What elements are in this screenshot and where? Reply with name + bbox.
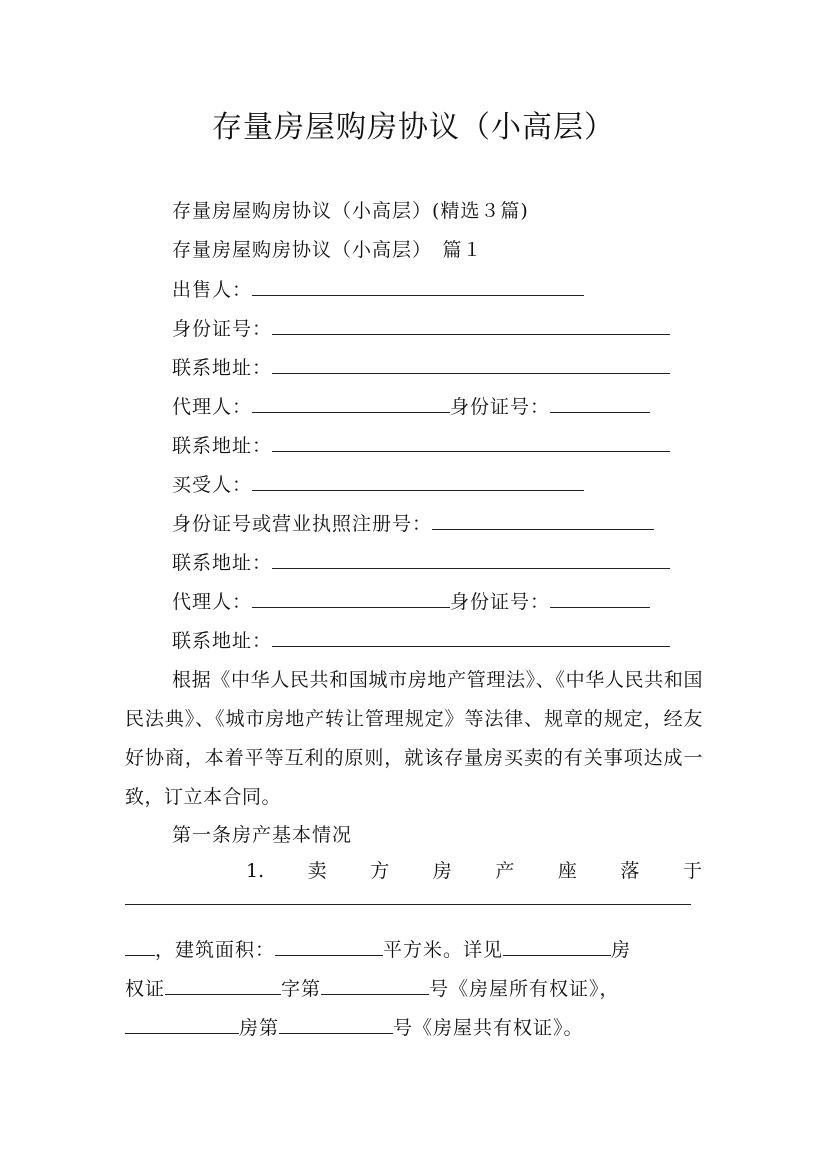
buyer-address-blank[interactable]	[272, 552, 670, 569]
seller-address-row	[172, 355, 670, 381]
seller-agent-row	[172, 394, 650, 420]
seller-agent-label: 代理人：	[172, 396, 253, 418]
buyer-agent-address-blank[interactable]	[272, 630, 670, 647]
buyer-blank[interactable]	[252, 474, 584, 491]
detail-blank[interactable]	[503, 939, 611, 956]
area-row	[125, 937, 631, 963]
seller-id-row	[172, 316, 670, 342]
document-title: 存量房屋购房协议（小高层）	[212, 110, 615, 145]
co-cert-room: 房第	[239, 1017, 280, 1039]
buyer-agent-address-label: 联系地址：	[172, 630, 273, 652]
article-1-title: 第一条房产基本情况	[172, 824, 353, 846]
buyer-address-row	[172, 550, 670, 576]
buyer-id-row	[172, 511, 654, 537]
buyer-label: 买受人：	[172, 474, 253, 496]
preamble-paragraph: 根据《中华人民共和国城市房地产管理法》、《中华人民共和国民法典》、《城市房地产转让管理规定》等法律、规章的规定，经友好协商，本着平等互利的原则，就该存量房买卖的有关事项达成一致，订立本合同。	[125, 669, 703, 808]
clause-char: 方	[370, 860, 390, 882]
seller-agent-id-label: 身份证号：	[450, 396, 551, 418]
seller-blank[interactable]	[252, 279, 584, 296]
buyer-agent-id-blank[interactable]	[550, 591, 650, 608]
co-certificate-row	[125, 1015, 584, 1041]
clause-char: 1.	[246, 860, 265, 882]
section-heading: 存量房屋购房协议（小高层） 篇１	[172, 239, 483, 261]
certificate-row	[125, 976, 620, 1002]
area-unit: 平方米。详见	[383, 939, 504, 961]
buyer-agent-row	[172, 589, 650, 615]
area-suffix: 房	[611, 939, 632, 961]
area-prefix: ，建筑面积：	[155, 939, 276, 961]
seller-agent-address-label: 联系地址：	[172, 435, 273, 457]
cert-word-blank[interactable]	[165, 978, 281, 995]
buyer-row	[172, 472, 584, 498]
seller-id-blank[interactable]	[272, 318, 670, 335]
seller-label: 出售人：	[172, 279, 253, 301]
seller-row	[172, 277, 584, 303]
buyer-agent-label: 代理人：	[172, 591, 253, 613]
location-blank-end[interactable]	[125, 939, 155, 956]
clause-char: 于	[682, 860, 702, 882]
seller-agent-address-row	[172, 433, 670, 459]
co-cert-suffix: 号《房屋共有权证》。	[393, 1017, 584, 1039]
seller-agent-address-blank[interactable]	[272, 435, 670, 452]
clause-char: 产	[495, 860, 515, 882]
buyer-agent-blank[interactable]	[252, 591, 450, 608]
buyer-agent-id-label: 身份证号：	[450, 591, 551, 613]
subtitle-line: 存量房屋购房协议（小高层）(精选３篇)	[172, 200, 529, 222]
seller-address-blank[interactable]	[272, 357, 670, 374]
seller-agent-blank[interactable]	[252, 396, 450, 413]
clause-char: 卖	[307, 860, 327, 882]
clause-char: 座	[557, 860, 577, 882]
buyer-address-label: 联系地址：	[172, 552, 273, 574]
buyer-id-label: 身份证号或营业执照注册号：	[172, 513, 433, 535]
area-blank[interactable]	[275, 939, 383, 956]
cert-zi: 字第	[281, 978, 322, 1000]
buyer-agent-address-row	[172, 628, 670, 654]
clause-char: 房	[432, 860, 452, 882]
co-cert-number-blank[interactable]	[279, 1017, 393, 1034]
seller-agent-id-blank[interactable]	[550, 396, 650, 413]
co-cert-blank[interactable]	[125, 1017, 239, 1034]
clause-char: 落	[620, 860, 640, 882]
location-blank[interactable]	[125, 904, 691, 905]
buyer-id-blank[interactable]	[432, 513, 654, 530]
seller-address-label: 联系地址：	[172, 357, 273, 379]
clause-1-line	[246, 858, 702, 884]
cert-number-blank[interactable]	[321, 978, 429, 995]
seller-id-label: 身份证号：	[172, 318, 273, 340]
cert-suffix: 号《房屋所有权证》，	[429, 978, 620, 1000]
cert-prefix: 权证	[125, 978, 166, 1000]
